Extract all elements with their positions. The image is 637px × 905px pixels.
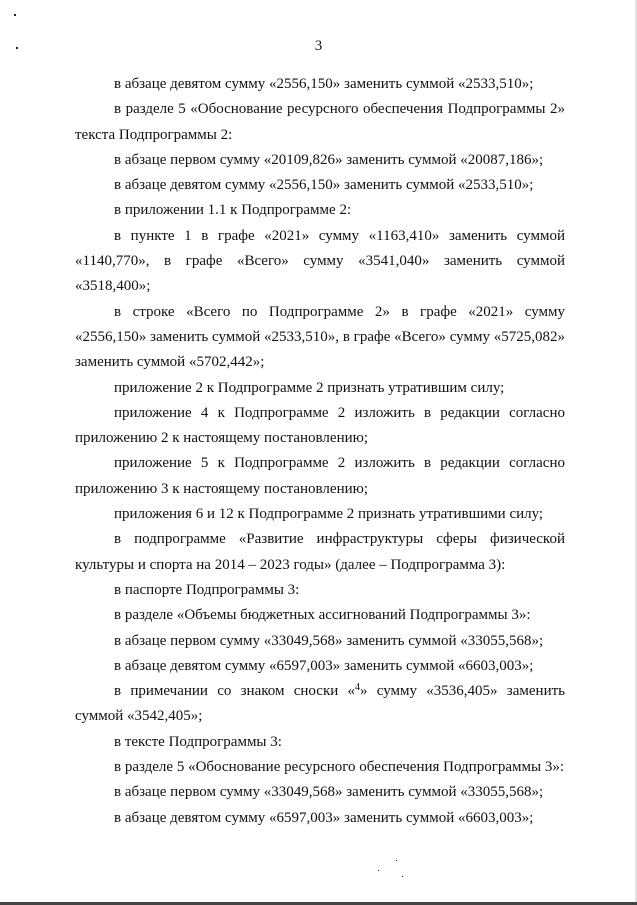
paragraph: в абзаце первом сумму «20109,826» заменить суммой «20087,186»; bbox=[114, 151, 544, 168]
scan-speck bbox=[402, 876, 403, 877]
paragraph: в абзаце девятом сумму «2556,150» заменить суммой «2533,510»; bbox=[114, 177, 534, 194]
paragraph: в абзаце девятом сумму «6597,003» заменить суммой «6603,003»; bbox=[114, 657, 534, 674]
paragraph: в разделе «Объемы бюджетных ассигнований Подпрограммы 3»: bbox=[114, 607, 531, 624]
paragraph: в тексте Подпрограммы 3: bbox=[114, 733, 282, 750]
paragraph: в разделе 5 «Обоснование ресурсного обеспечения Подпрограммы 3»: bbox=[114, 759, 564, 776]
footnote-paragraph-before: в примечании со знаком сноски « bbox=[114, 683, 356, 700]
paragraph: в строке «Всего по Подпрограмме 2» в графе «2021» сумму «2556,150» заменить суммой «2533,510», в графе «Всего» сумму «5725,082» заменить суммой «5702,442»; bbox=[75, 303, 565, 371]
scan-speck bbox=[396, 860, 397, 861]
paragraph: в абзаце первом сумму «33049,568» заменить суммой «33055,568»; bbox=[114, 784, 544, 801]
footnote-marker: 4 bbox=[355, 682, 361, 694]
paragraph: приложение 2 к Подпрограмме 2 признать утратившим силу; bbox=[114, 379, 505, 396]
scan-speck bbox=[378, 870, 379, 871]
page-number: 3 bbox=[314, 38, 323, 54]
footnote-paragraph bbox=[75, 679, 565, 730]
footnote-paragraph-after: » сумму «3536,405» заменить суммой «3542,405»; bbox=[75, 683, 565, 725]
paragraph: в подпрограмме «Развитие инфраструктуры сферы физической культуры и спорта на 2014 – 2023 годы» (далее – Подпрограмма 3): bbox=[75, 531, 565, 573]
paragraph: приложение 4 к Подпрограмме 2 изложить в редакции согласно приложению 2 к настоящему постановлению; bbox=[75, 404, 565, 447]
paragraph: в паспорте Подпрограммы 3: bbox=[114, 581, 300, 598]
document-body bbox=[75, 72, 565, 831]
paragraph: в абзаце первом сумму «33049,568» заменить суммой «33055,568»; bbox=[114, 632, 544, 649]
paragraph: в абзаце девятом сумму «2556,150» заменить суммой «2533,510»; bbox=[114, 76, 534, 92]
scan-speck bbox=[14, 14, 16, 16]
paragraph: в приложении 1.1 к Подпрограмме 2: bbox=[114, 202, 352, 219]
paragraph: в разделе 5 «Обоснование ресурсного обеспечения Подпрограммы 2» текста Подпрограммы 2: bbox=[75, 101, 565, 143]
paragraph: в пункте 1 в графе «2021» сумму «1163,410» заменить суммой «1140,770», в графе «Всего» сумму «3541,040» заменить суммой «3518,400»; bbox=[75, 227, 565, 295]
paragraph: приложения 6 и 12 к Подпрограмме 2 признать утратившими силу; bbox=[114, 506, 544, 523]
paragraph: в абзаце девятом сумму «6597,003» заменить суммой «6603,003»; bbox=[114, 809, 534, 826]
paragraph: приложение 5 к Подпрограмме 2 изложить в редакции согласно приложению 3 к настоящему постановлению; bbox=[75, 455, 565, 497]
